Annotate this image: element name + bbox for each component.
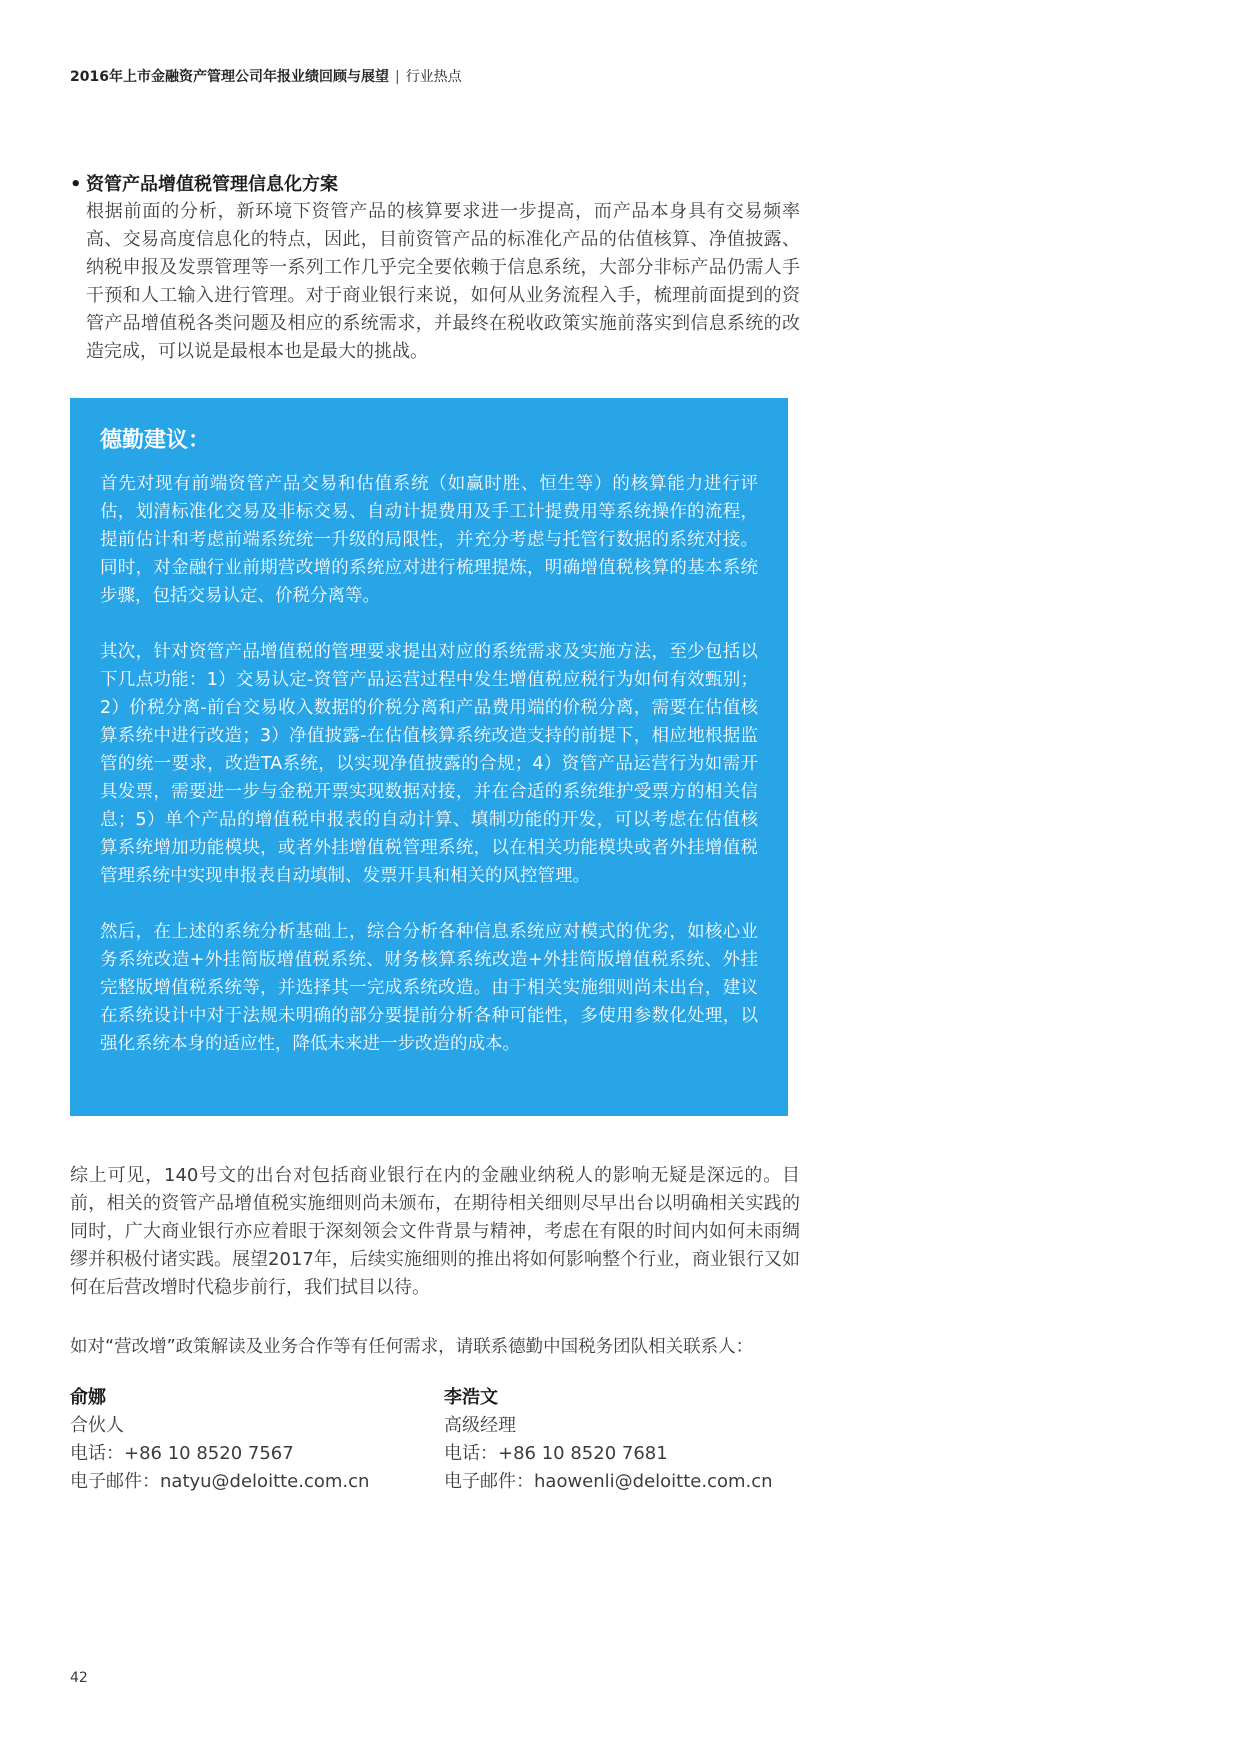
contact-card [444, 1384, 773, 1496]
advice-paragraph-2: 其次，针对资管产品增值税的管理要求提出对应的系统需求及实施方法，至少包括以下几点功能：1）交易认定-资管产品运营过程中发生增值税应税行为如何有效甄别；2）价税分离-前台交易收入数据的价税分离和产品费用端的价税分离，需要在估值核算系统中进行改造；3）净值披露-在估值核算系统改造支持的前提下，相应地根据监管的统一要求，改造TA系统，以实现净值披露的合规；4）资管产品运营行为如需开具发票，需要进一步与金税开票实现数据对接，并在合适的系统维护受票方的相关信息；5）单个产品的增值税申报表的自动计算、填制功能的开发，可以考虑在估值核算系统增加功能模块，或者外挂增值税管理系统，以在相关功能模块或者外挂增值税管理系统中实现申报表自动填制、发票开具和相关的风控管理。 [100, 642, 758, 886]
header-section: 行业热点 [405, 69, 462, 85]
header-title: 2016年上市金融资产管理公司年报业绩回顾与展望 [70, 69, 389, 85]
advice-paragraph-3: 然后，在上述的系统分析基础上，综合分析各种信息系统应对模式的优劣，如核心业务系统改造+外挂简版增值税系统、财务核算系统改造+外挂简版增值税系统、外挂完整版增值税系统等，并选择其一完成系统改造。由于相关实施细则尚未出台，建议在系统设计中对于法规未明确的部分要提前分析各种可能性，多使用参数化处理，以强化系统本身的适应性，降低未来进一步改造的成本。 [100, 922, 758, 1054]
contact-title: 高级经理 [444, 1415, 516, 1436]
section-body: 根据前面的分析，新环境下资管产品的核算要求进一步提高，而产品本身具有交易频率高、交易高度信息化的特点，因此，目前资管产品的标准化产品的估值核算、净值披露、纳税申报及发票管理等一系列工作几乎完全要依赖于信息系统，大部分非标产品仍需人手干预和人工输入进行管理。对于商业银行来说，如何从业务流程入手，梳理前面提到的资管产品增值税各类问题及相应的系统需求，并最终在税收政策实施前落实到信息系统的改造完成，可以说是最根本也是最大的挑战。 [86, 201, 800, 362]
contact-phone: 电话：+86 10 8520 7681 [444, 1443, 668, 1464]
section-vat-it-solution [70, 172, 800, 366]
deloitte-advice-box [70, 398, 788, 1116]
bullet-icon: • [70, 174, 82, 195]
contact-email: 电子邮件：natyu@deloitte.com.cn [70, 1471, 370, 1492]
page-number: 42 [70, 1670, 88, 1686]
contact-name: 李浩文 [444, 1387, 498, 1408]
contact-card [70, 1384, 369, 1496]
advice-paragraph-1: 首先对现有前端资管产品交易和估值系统（如赢时胜、恒生等）的核算能力进行评估，划清标准化交易及非标交易、自动计提费用及手工计提费用等系统操作的流程，提前估计和考虑前端系统统一升级的局限性，并充分考虑与托管行数据的系统对接。同时，对金融行业前期营改增的系统应对进行梳理提炼，明确增值税核算的基本系统步骤，包括交易认定、价税分离等。 [100, 474, 758, 606]
section-title-text: 资管产品增值税管理信息化方案 [86, 174, 338, 195]
contact-intro: 如对“营改增”政策解读及业务合作等有任何需求，请联系德勤中国税务团队相关联系人： [70, 1337, 754, 1357]
contact-email: 电子邮件：haowenli@deloitte.com.cn [444, 1471, 773, 1492]
running-header [70, 66, 462, 86]
header-separator: | [394, 69, 400, 85]
advice-title: 德勤建议： [100, 428, 211, 453]
conclusion-paragraph: 综上可见，140号文的出台对包括商业银行在内的金融业纳税人的影响无疑是深远的。目前，相关的资管产品增值税实施细则尚未颁布，在期待相关细则尽早出台以明确相关实践的同时，广大商业银行亦应着眼于深刻领会文件背景与精神，考虑在有限的时间内如何未雨绸缪并积极付诸实践。展望2017年，后续实施细则的推出将如何影响整个行业，商业银行又如何在后营改增时代稳步前行，我们拭目以待。 [70, 1165, 800, 1298]
contact-phone: 电话：+86 10 8520 7567 [70, 1443, 294, 1464]
contact-title: 合伙人 [70, 1415, 124, 1436]
contact-name: 俞娜 [70, 1387, 106, 1408]
section-title [70, 172, 800, 198]
